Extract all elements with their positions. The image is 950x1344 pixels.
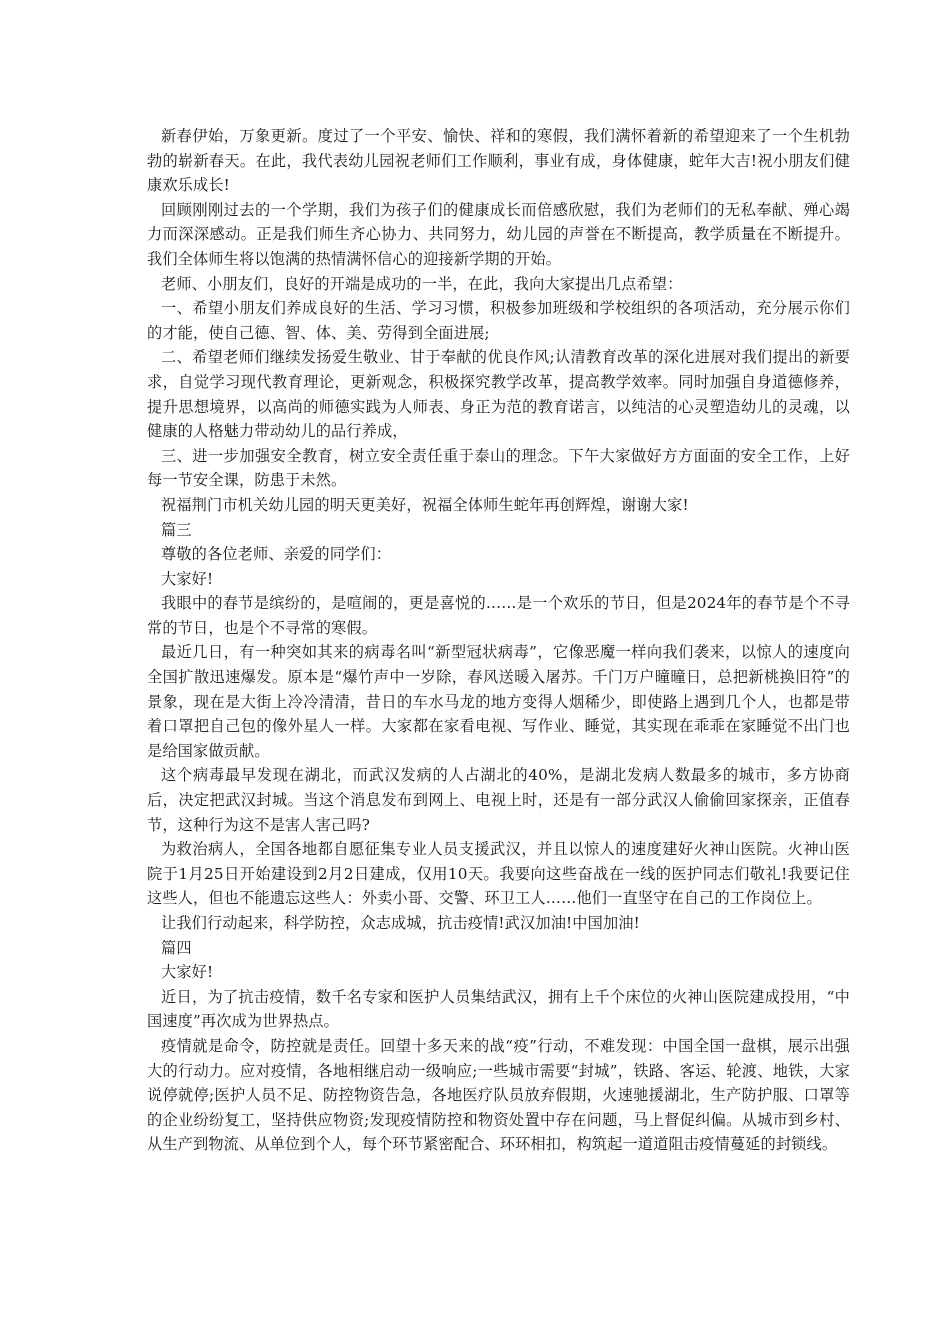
paragraph: 最近几日，有一种突如其来的病毒名叫“新型冠状病毒”，它像恶魔一样向我们袭来，以惊人的速度向全国扩散迅速爆发。原本是“爆竹声中一岁除，春风送暖入屠苏。千门万户曈曈日，总把新桃换旧符”的景象，现在是大街上冷冷清清，昔日的车水马龙的地方变得人烟稀少，即使路上遇到几个人，也都是带着口罩把自己包的像外星人一样。大家都在家看电视、写作业、睡觉，其实现在乖乖在家睡觉不出门也是给国家做贡献。 [147, 643, 850, 760]
document-body [147, 124, 850, 1157]
salutation: 尊敬的各位老师、亲爱的同学们： [161, 545, 392, 564]
paragraph: 三、进一步加强安全教育，树立安全责任重于泰山的理念。下午大家做好方方面面的安全工作，上好每一节安全课，防患于未然。 [147, 446, 850, 490]
paragraph: 我眼中的春节是缤纷的，是喧闹的，更是喜悦的……是一个欢乐的节日，但是2024年的春节是个不寻常的节日，也是个不寻常的寒假。 [147, 594, 850, 637]
paragraph: 一、希望小朋友们养成良好的生活、学习习惯，积极参加班级和学校组织的各项活动，充分展示你们的才能，使自己德、智、体、美、劳得到全面进展; [147, 299, 850, 342]
paragraph: 二、希望老师们继续发扬爱生敬业、甘于奉献的优良作风;认清教育改革的深化进展对我们提出的新要求，自觉学习现代教育理论，更新观念，积极探究教学改革，提高教学效率。同时加强自身道德修养，提升思想境界，以高尚的师德实践为人师表、身正为范的教育诺言，以纯洁的心灵塑造幼儿的灵魂，以健康的人格魅力带动幼儿的品行养成， [147, 348, 850, 441]
paragraph: 老师、小朋友们，良好的开端是成功的一半，在此，我向大家提出几点希望： [161, 274, 683, 293]
paragraph: 回顾刚刚过去的一个学期，我们为孩子们的健康成长而倍感欣慰，我们为老师们的无私奉献、殚心竭力而深深感动。正是我们师生齐心协力、共同努力，幼儿园的声誉在不断提高，教学质量在不断提升。我们全体师生将以饱满的热情满怀信心的迎接新学期的开始。 [147, 200, 850, 268]
section-heading: 篇四 [161, 938, 192, 957]
paragraph: 新春伊始，万象更新。度过了一个平安、愉快、祥和的寒假，我们满怀着新的希望迎来了一个生机勃勃的崭新春天。在此，我代表幼儿园祝老师们工作顺利，事业有成，身体健康，蛇年大吉!祝小朋友们健康欢乐成长! [147, 127, 850, 195]
paragraph: 让我们行动起来，科学防控，众志成城，抗击疫情!武汉加油!中国加油! [161, 914, 640, 932]
paragraph: 为救治病人，全国各地都自愿征集专业人员支援武汉，并且以惊人的速度建好火神山医院。火神山医院于1月25日开始建设到2月2日建成，仅用10天。我要向这些奋战在一线的医护同志们敬礼!我要记住这些人，但也不能遗忘这些人：外卖小哥、交警、环卫工人……他们一直坚守在自己的工作岗位上。 [147, 840, 850, 908]
greeting: 大家好! [161, 963, 214, 982]
greeting: 大家好! [161, 569, 214, 588]
paragraph: 祝福荆门市机关幼儿园的明天更美好，祝福全体师生蛇年再创辉煌，谢谢大家! [161, 495, 689, 514]
paragraph: 疫情就是命令，防控就是责任。回望十多天来的战“疫”行动，不难发现：中国全国一盘棋，展示出强大的行动力。应对疫情，各地相继启动一级响应;一些城市需要“封城”，铁路、客运、轮渡、地铁，大家说停就停;医护人员不足、防控物资告急，各地医疗队员放弃假期，火速驰援湖北，生产防护服、口罩等的企业纷纷复工，坚持供应物资;发现疫情防控和物资处置中存在问题，马上督促纠偏。从城市到乡村、从生产到物流、从单位到个人，每个环节紧密配合、环环相扣，构筑起一道道阻击疫情蔓延的封锁线。 [147, 1036, 850, 1154]
section-heading: 篇三 [161, 520, 192, 539]
paragraph: 这个病毒最早发现在湖北，而武汉发病的人占湖北的40%，是湖北发病人数最多的城市，多方协商后，决定把武汉封城。当这个消息发布到网上、电视上时，还是有一部分武汉人偷偷回家探亲，正值春节，这种行为这不是害人害己吗? [147, 766, 850, 834]
paragraph: 近日，为了抗击疫情，数千名专家和医护人员集结武汉，拥有上千个床位的火神山医院建成投用，“中国速度”再次成为世界热点。 [147, 987, 850, 1031]
